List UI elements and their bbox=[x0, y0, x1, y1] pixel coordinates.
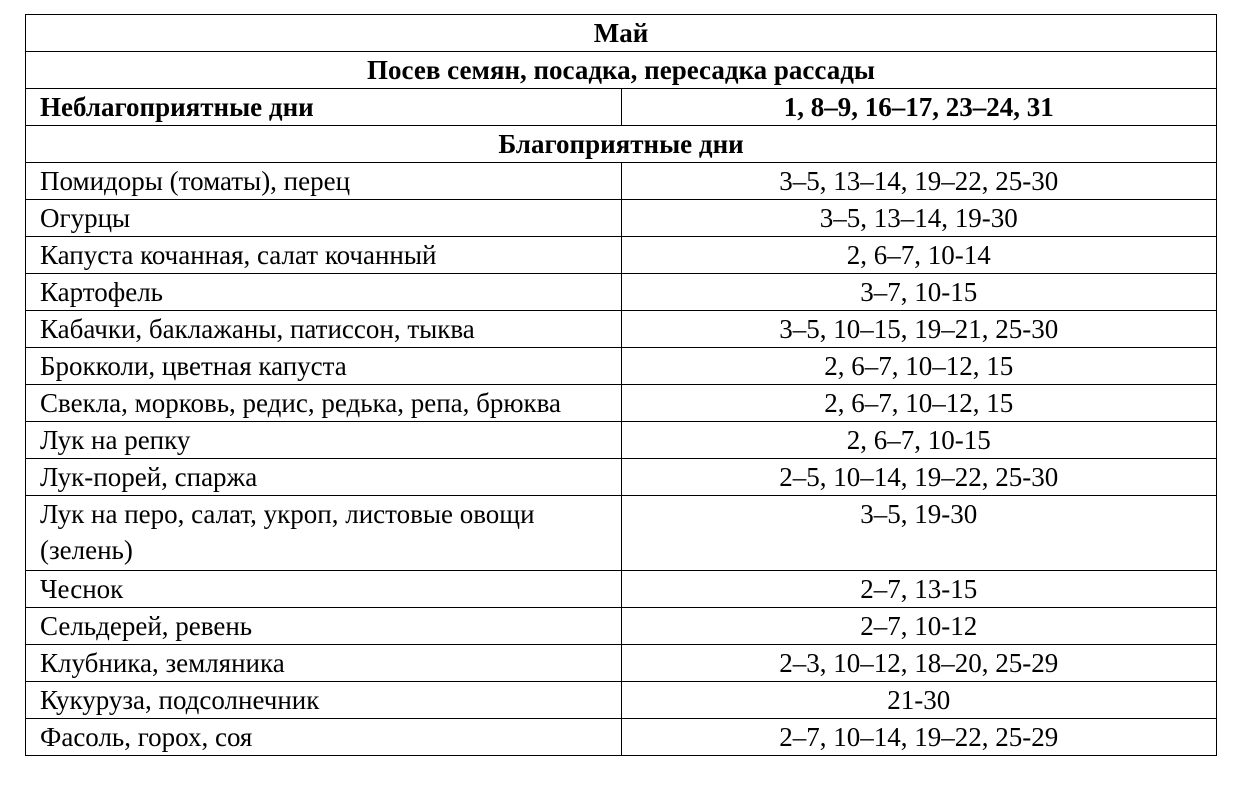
crop-name: Свекла, морковь, редис, редька, репа, брюква bbox=[26, 385, 622, 422]
crop-name: Лук на перо, салат, укроп, листовые овощи (зелень) bbox=[26, 496, 622, 571]
crop-name: Чеснок bbox=[26, 571, 622, 608]
unfavorable-days: 1, 8–9, 16–17, 23–24, 31 bbox=[621, 89, 1217, 126]
crop-days: 2–7, 13-15 bbox=[621, 571, 1217, 608]
crop-days: 2–7, 10-12 bbox=[621, 608, 1217, 645]
crop-days: 3–5, 10–15, 19–21, 25-30 bbox=[621, 311, 1217, 348]
favorable-header-row bbox=[26, 126, 1217, 163]
crop-days: 2, 6–7, 10-14 bbox=[621, 237, 1217, 274]
crop-days: 3–5, 19-30 bbox=[621, 496, 1217, 571]
crop-name: Фасоль, горох, соя bbox=[26, 719, 622, 756]
unfavorable-label: Неблагоприятные дни bbox=[26, 89, 622, 126]
crop-days: 2, 6–7, 10-15 bbox=[621, 422, 1217, 459]
table-row bbox=[26, 385, 1217, 422]
table-row bbox=[26, 719, 1217, 756]
crop-name: Огурцы bbox=[26, 200, 622, 237]
table-row bbox=[26, 237, 1217, 274]
table-row bbox=[26, 422, 1217, 459]
table-row bbox=[26, 608, 1217, 645]
table-row bbox=[26, 682, 1217, 719]
subtitle-row bbox=[26, 52, 1217, 89]
crop-days: 2, 6–7, 10–12, 15 bbox=[621, 348, 1217, 385]
table-row bbox=[26, 645, 1217, 682]
table-row bbox=[26, 274, 1217, 311]
table-row bbox=[26, 459, 1217, 496]
crop-days: 2–3, 10–12, 18–20, 25-29 bbox=[621, 645, 1217, 682]
table-row bbox=[26, 348, 1217, 385]
unfavorable-row bbox=[26, 89, 1217, 126]
crop-days: 2–5, 10–14, 19–22, 25-30 bbox=[621, 459, 1217, 496]
crop-days: 2–7, 10–14, 19–22, 25-29 bbox=[621, 719, 1217, 756]
crop-name: Брокколи, цветная капуста bbox=[26, 348, 622, 385]
table-row bbox=[26, 311, 1217, 348]
crop-days: 3–7, 10-15 bbox=[621, 274, 1217, 311]
table-row bbox=[26, 571, 1217, 608]
table-row bbox=[26, 200, 1217, 237]
title-row bbox=[26, 15, 1217, 52]
table-row bbox=[26, 496, 1217, 571]
crop-days: 2, 6–7, 10–12, 15 bbox=[621, 385, 1217, 422]
crop-name: Лук-порей, спаржа bbox=[26, 459, 622, 496]
crop-name: Помидоры (томаты), перец bbox=[26, 163, 622, 200]
crop-name: Лук на репку bbox=[26, 422, 622, 459]
crop-name: Кабачки, баклажаны, патиссон, тыква bbox=[26, 311, 622, 348]
crop-name: Клубника, земляника bbox=[26, 645, 622, 682]
month-title: Май bbox=[26, 15, 1217, 52]
planting-calendar-table bbox=[25, 14, 1217, 756]
crop-name: Картофель bbox=[26, 274, 622, 311]
table-row bbox=[26, 163, 1217, 200]
crop-days: 21-30 bbox=[621, 682, 1217, 719]
crop-days: 3–5, 13–14, 19–22, 25-30 bbox=[621, 163, 1217, 200]
favorable-header: Благоприятные дни bbox=[26, 126, 1217, 163]
crop-name: Капуста кочанная, салат кочанный bbox=[26, 237, 622, 274]
crop-name: Сельдерей, ревень bbox=[26, 608, 622, 645]
crop-days: 3–5, 13–14, 19-30 bbox=[621, 200, 1217, 237]
section-subtitle: Посев семян, посадка, пересадка рассады bbox=[26, 52, 1217, 89]
crop-name: Кукуруза, подсолнечник bbox=[26, 682, 622, 719]
